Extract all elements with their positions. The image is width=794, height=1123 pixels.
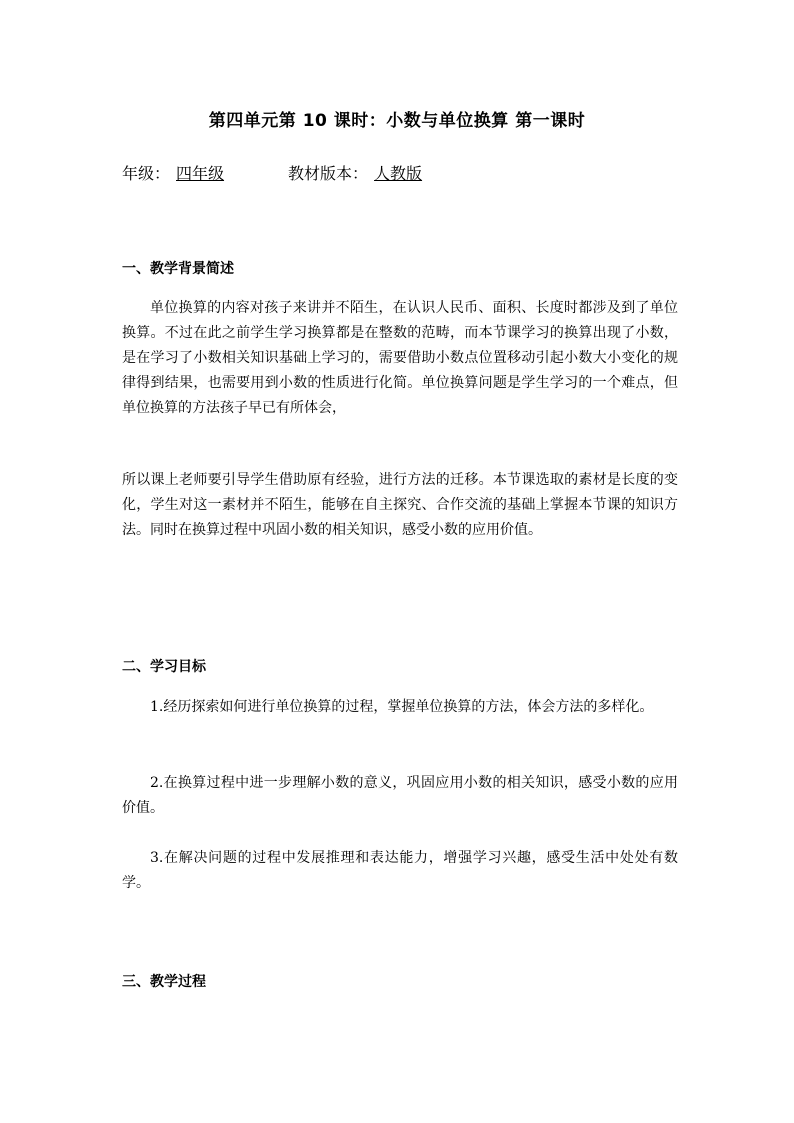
textbook-value: 人教版 — [374, 164, 423, 183]
section-heading-goals: 二、学习目标 — [122, 659, 206, 675]
textbook-label: 教材版本： — [288, 164, 369, 183]
goal-item-2: 2.在换算过程中进一步理解小数的意义，巩固应用小数的相关知识，感受小数的应用价值。 — [122, 775, 678, 816]
section-heading-process: 三、教学过程 — [122, 974, 206, 990]
grade-value: 四年级 — [176, 164, 225, 183]
goal-item-1: 1.经历探索如何进行单位换算的过程，掌握单位换算的方法，体会方法的多样化。 — [150, 699, 654, 715]
section-heading-background: 一、教学背景简述 — [122, 261, 234, 277]
background-paragraph-1: 单位换算的内容对孩子来讲并不陌生，在认识人民币、面积、长度时都涉及到了单位换算。不过在此之前学生学习换算都是在整数的范畴，而本节课学习的换算出现了小数，是在学习了小数相关知识基础上学习的，需要借助小数点位置移动引起小数大小变化的规律得到结果，也需要用到小数的性质进行化简。单位换算问题是学生学习的一个难点，但单位换算的方法孩子早已有所体会， — [122, 300, 678, 416]
goal-item-3: 3.在解决问题的过程中发展推理和表达能力，增强学习兴趣，感受生活中处处有数学。 — [122, 850, 678, 891]
page-title: 第四单元第 10 课时：小数与单位换算 第一课时 — [208, 111, 586, 131]
meta-line — [122, 161, 428, 184]
grade-label: 年级： — [122, 164, 171, 183]
background-paragraph-2: 所以课上老师要引导学生借助原有经验，进行方法的迁移。本节课选取的素材是长度的变化，学生对这一素材并不陌生，能够在自主探究、合作交流的基础上掌握本节课的知识方法。同时在换算过程中巩固小数的相关知识，感受小数的应用价值。 — [122, 472, 678, 538]
